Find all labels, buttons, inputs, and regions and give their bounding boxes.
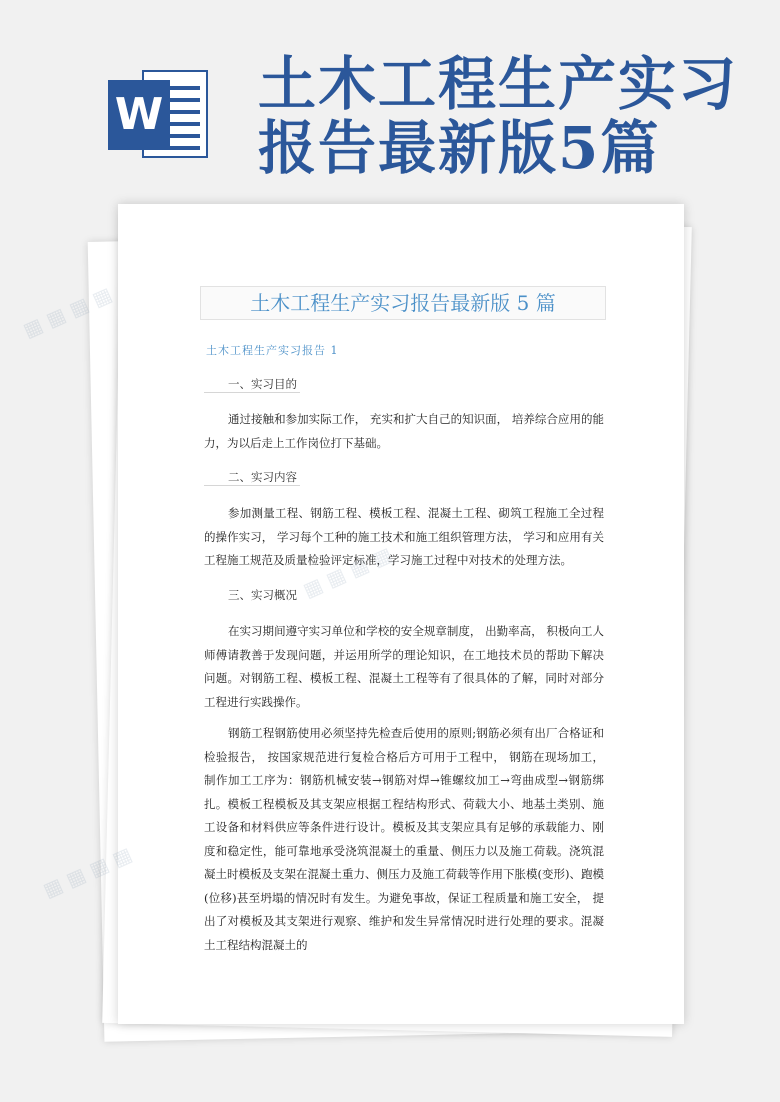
- report-subheading: 土木工程生产实习报告 1: [206, 344, 339, 357]
- paragraph: 通过接触和参加实际工作， 充实和扩大自己的知识面， 培养综合应用的能力，为以后走上工作岗位打下基础。: [204, 412, 604, 450]
- word-icon: [108, 66, 210, 162]
- cover-title-line1: 土木工程生产实习: [258, 50, 739, 118]
- section-body-overview: [204, 620, 604, 957]
- section-heading-purpose: 一、实习目的: [228, 377, 297, 391]
- document-title: 土木工程生产实习报告最新版 5 篇: [200, 286, 606, 320]
- section-heading-overview: 三、实习概况: [228, 588, 297, 602]
- paragraph: 参加测量工程、钢筋工程、模板工程、混凝土工程、砌筑工程施工全过程的操作实习， 学习每个工种的施工技术和施工组织管理方法， 学习和应用有关工程施工规范及质量检验评定标准，学习施工过程中对技术的处理方法。: [204, 506, 604, 567]
- section-body-content: [204, 502, 604, 573]
- paragraph: 在实习期间遵守实习单位和学校的安全规章制度， 出勤率高， 积极向工人师傅请教善于发现问题，并运用所学的理论知识，在工地技术员的帮助下解决问题。对钢筋工程、模板工程、混凝土工程等有了很具体的了解，同时对部分工程进行实践操作。: [204, 624, 604, 709]
- paragraph: 钢筋工程钢筋使用必须坚持先检查后使用的原则;钢筋必须有出厂合格证和检验报告， 按国家规范进行复检合格后方可用于工程中， 钢筋在现场加工， 制作加工工序为：钢筋机械安装→钢筋对焊→锥螺纹加工→弯曲成型→钢筋绑扎。模板工程模板及其支架应根据工程结构形式、荷载大小、地基土类别、施工设备和材料供应等条件进行设计。模板及其支架应具有足够的承载能力、刚度和稳定性，能可靠地承受浇筑混凝土的重量、侧压力以及施工荷载。浇筑混凝土时模板及支架在混凝土重力、侧压力及施工荷载等作用下胀模(变形)、跑模(位移)甚至坍塌的情况时有发生。为避免事故，保证工程质量和施工安全， 提出了对模板及其支架进行观察、维护和发生异常情况时进行处理的要求。混凝土工程结构混凝土的: [204, 726, 604, 952]
- section-heading-content: 二、实习内容: [228, 470, 297, 484]
- section-rule: [204, 392, 300, 393]
- watermark: ▦ ▦ ▦ ▦: [19, 281, 116, 343]
- section-body-purpose: [204, 408, 604, 455]
- watermark: ▦ ▦ ▦ ▦: [39, 841, 136, 903]
- word-badge: W: [108, 80, 170, 150]
- cover-title: [258, 52, 758, 180]
- document-page: [118, 204, 684, 1024]
- section-rule: [204, 485, 300, 486]
- cover-title-line2: 报告最新版5篇: [258, 114, 661, 182]
